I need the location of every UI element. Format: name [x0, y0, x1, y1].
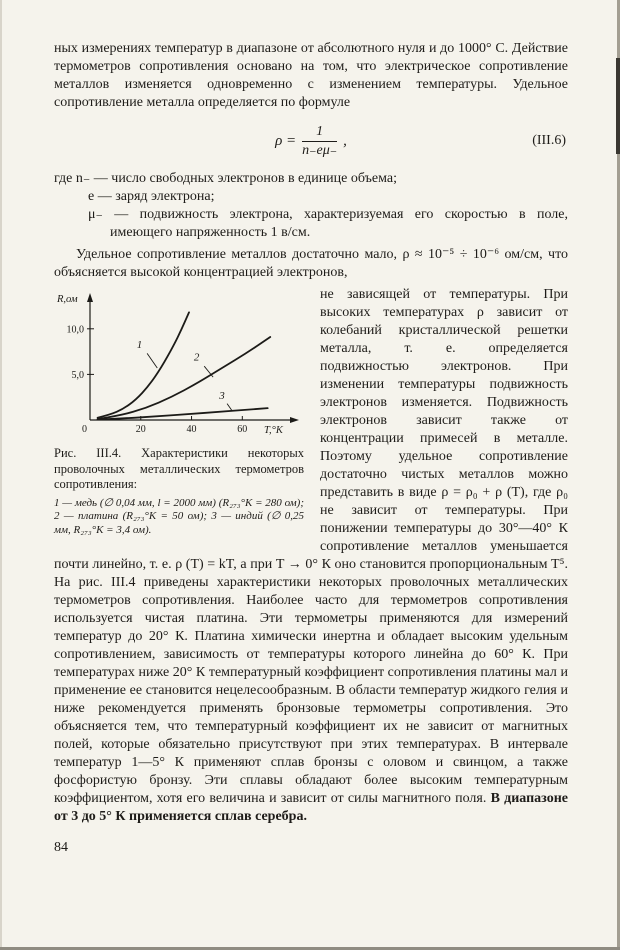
svg-text:3: 3 — [219, 390, 225, 403]
svg-text:10,0: 10,0 — [66, 324, 84, 336]
paragraph-resistivity: Удельное сопротивление металлов достаточно мало, ρ ≈ 10⁻⁵ ÷ 10⁻⁶ ом/см, что объясняется высокой концентрацией электронов, — [54, 247, 568, 280]
formula-resistivity — [275, 124, 347, 159]
svg-text:R,ом: R,ом — [57, 294, 78, 305]
figure-legend: 1 — медь (∅ 0,04 мм, l = 2000 мм) (R₂₇₃°К = 280 ом); 2 — платина (R₂₇₃°К = 50 ом); 3 — индий (∅ 0,25 мм, R₂₇₃°К = 3,4 ом). — [54, 496, 304, 536]
bold-sentence: В диапазоне от 3 до 5° К применяется сплав серебра. — [54, 791, 568, 824]
definition-list — [54, 170, 568, 242]
formula-denominator: n₋еμ₋ — [302, 142, 338, 158]
figure — [54, 290, 304, 537]
svg-text:40: 40 — [186, 424, 197, 435]
svg-text:5,0: 5,0 — [71, 369, 84, 381]
svg-text:0: 0 — [82, 424, 87, 435]
formula-fraction — [302, 124, 337, 159]
formula-numerator: 1 — [302, 124, 337, 142]
svg-text:1: 1 — [136, 338, 143, 351]
equation-number: (III.6) — [532, 133, 566, 148]
page-number: 84 — [54, 840, 68, 855]
formula-comma: , — [343, 132, 347, 149]
figure-caption: Рис. III.4. Характеристики некоторых проволочных металлических термометров сопротивления: — [54, 446, 304, 491]
svg-text:2: 2 — [193, 351, 200, 364]
definition-item-mu: μ₋ — подвижность электрона, характеризуемая его скоростью в поле, имеющего напряженность 1 в/см. — [88, 207, 568, 240]
paragraph-intro: ных измерениях температур в диапазоне от абсолютного нуля и до 1000° С. Действие термометров сопротивления основано на том, что электрическое сопротивление металлов изменяется одновременно с изменением температуры. Удельное сопротивление металла определяется по формуле — [54, 41, 568, 110]
svg-text:T,°K: T,°K — [264, 425, 283, 436]
formula-block — [54, 120, 568, 162]
figure-chart — [54, 290, 302, 442]
scan-edge-left — [0, 0, 2, 950]
definition-item-e: е — заряд электрона; — [88, 189, 215, 204]
formula-lhs: ρ = — [275, 132, 297, 149]
svg-text:20: 20 — [135, 424, 146, 435]
scan-edge-right-dark — [616, 58, 620, 154]
paragraph-main-text: не зависящей от температуры. При высоких температурах ρ зависит от колебаний кристаллической решетки металла, т. е. определяется подвижностью электронов. При изменении температуры подвижность электронов изменяется. Подвижность электронов зависит также от концентрации примесей в металле. Поэтому удельное сопротивление достаточно чистых металлов можно представить в виде ρ = ρ₀ + ρ (T), где ρ₀ не зависит от температуры. При понижении температуры до 30°—40° К сопротивление металлов уменьшается почти линейно, т. е. ρ (T) = kT, а при T → 0° К оно становится пропорциональным T⁵. На рис. III.4 приведены характеристики некоторых проволочных металлических термометров сопротивления. Наиболее часто для термометров сопротивления используется чистая платина. Эти термометры применяются для измерений температур до 20° К. Платина химически инертна и обладает высоким удельным сопротивлением, зависимость от температуры которого линейна до 60° К. При температурах ниже 20° К температурный коэффициент сопротивления платины мал и применение ее становится нецелесообразным. В области температур жидкого гелия и ниже рекомендуется применять бронзовые термометры сопротивления. Это объясняется тем, что температурный коэффициент их не зависит от магнитных полей, которые обязательно присутствуют при этих температурах. В интервале температур 1—5° К применяют сплав бронзы с оловом и свинцом, а также фосфористую бронзу. Эти сплавы обладают более высоким температурным коэффициентом, хотя его величина и зависит от силы магнитного поля. — [54, 287, 568, 806]
definition-item-n: где n₋ — число свободных электронов в единице объема; — [54, 171, 397, 186]
svg-text:60: 60 — [237, 424, 248, 435]
